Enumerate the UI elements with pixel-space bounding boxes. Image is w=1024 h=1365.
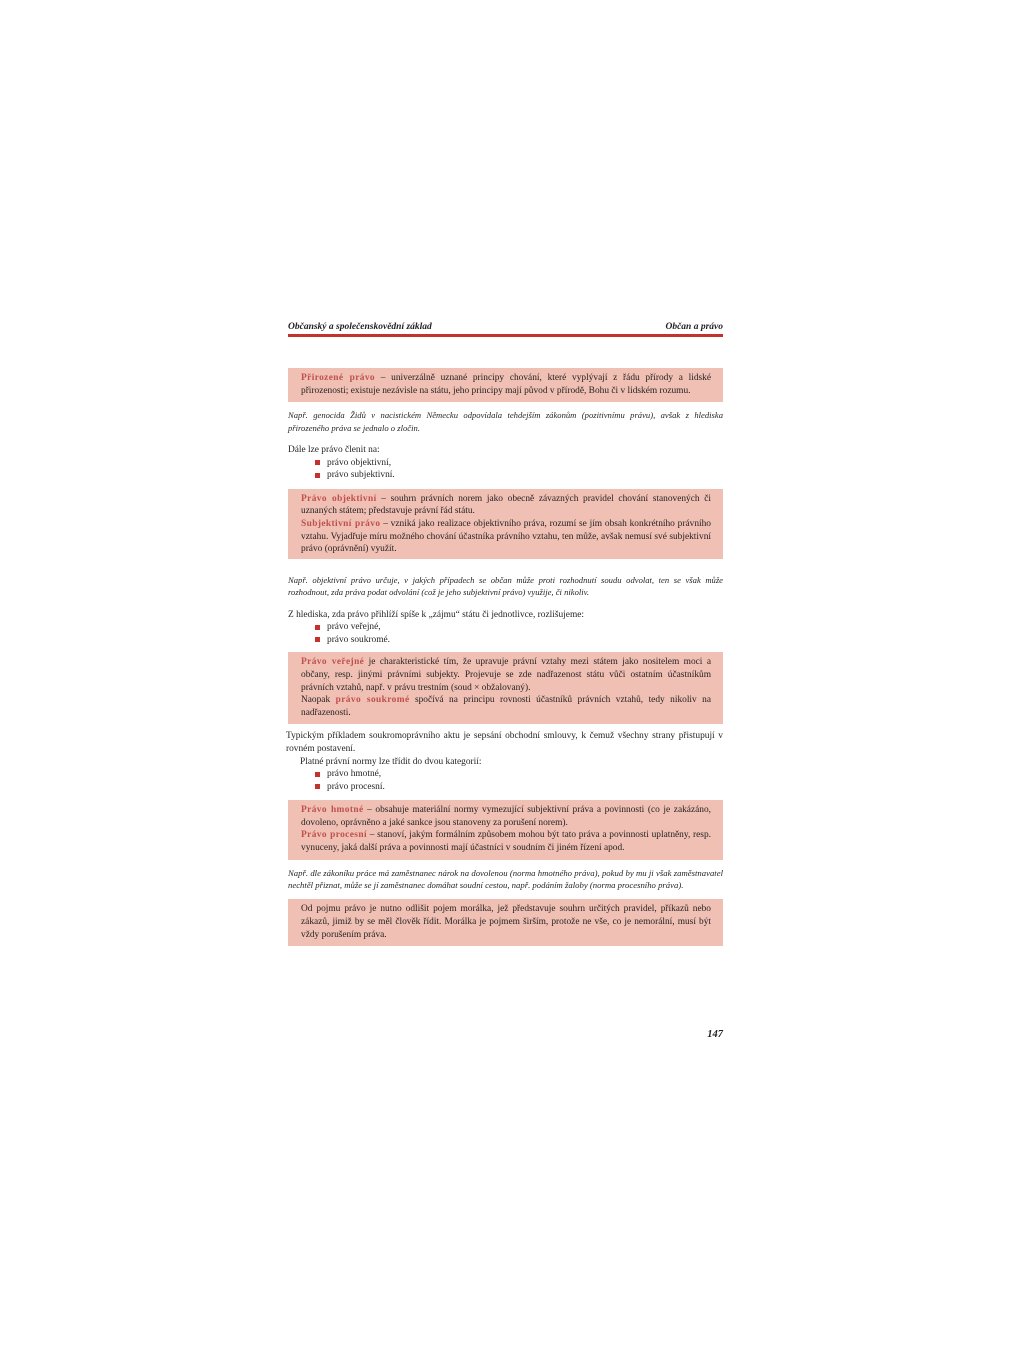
definition-line: Právo objektivní – souhrn právních norem jako obecně závazných pravidel chování stanovených či uznaných státem; představuje právní řád státu.	[301, 493, 712, 517]
list-item: právo veřejné,	[315, 621, 723, 634]
header-rule	[288, 334, 723, 337]
definition-box-objective-subjective	[288, 489, 723, 559]
list-item: právo objektivní,	[315, 457, 723, 470]
page-content	[288, 368, 723, 946]
bullet-list	[288, 768, 723, 793]
bullet-list	[288, 457, 723, 482]
list-item: právo subjektivní.	[315, 469, 723, 482]
bullet-square-icon	[315, 772, 320, 777]
list-item: právo soukromé.	[315, 634, 723, 647]
definition-line: Právo procesní – stanoví, jakým formálním způsobem mohou být tato práva a povinnosti uplatněny, resp. vynuceny, jaká další práva a povinnosti mají účastníci v soudním či jiném řízení apod.	[301, 830, 711, 854]
term: Přirozené právo	[301, 373, 376, 383]
list-item: právo procesní.	[315, 781, 723, 794]
example-paragraph: Např. dle zákoníku práce má zaměstnanec nárok na dovolenou (norma hmotného práva), pokud by mu ji však zaměstnavatel nechtěl přiznat, může se jí zaměstnanec domáhat soudní cestou, např. podáním žaloby (norma procesního práva).	[288, 867, 723, 891]
bullet-square-icon	[315, 625, 320, 630]
running-header	[288, 320, 723, 334]
note-box-morality: Od pojmu právo je nutno odlišit pojem morálka, jež představuje souhrn určitých pravidel, příkazů nebo zákazů, jimiž by se měl člověk řídit. Morálka je pojmem širším, protože ne vše, co je nemorální, musí být vždy porušením práva.	[288, 899, 723, 946]
definition-box-public-private	[288, 652, 723, 724]
term: Subjektivní právo	[301, 518, 381, 529]
paragraph: Z hlediska, zda právo přihlíží spíše k „zájmu“ státu či jednotlivce, rozlišujeme:	[288, 609, 584, 620]
example-paragraph: Např. genocida Židů v nacistickém Německu odpovídala tehdejším zákonům (pozitivnímu právu), avšak z hlediska přirozeného práva se jednalo o zločin.	[288, 410, 723, 433]
definition-line: Naopak právo soukromé spočívá na principu rovnosti účastníků právních vztahů, tedy nikoliv na nadřazenosti.	[301, 695, 712, 718]
definition-box-substantive-procedural	[288, 800, 723, 859]
term: Právo veřejné	[301, 657, 365, 668]
bullet-square-icon	[315, 637, 320, 642]
paragraph: Typickým příkladem soukromoprávního aktu je sepsání obchodní smlouvy, k čemuž všechny strany přistupují v rovném postavení.	[286, 731, 723, 754]
bullet-square-icon	[315, 784, 320, 789]
term: Právo procesní	[301, 830, 367, 841]
term: právo soukromé	[335, 695, 410, 706]
bullet-list	[288, 621, 723, 646]
definition-line: Právo hmotné – obsahuje materiální normy vymezující subjektivní práva a povinnosti (co je zakázáno, dovoleno, oprávněno a jaké sankce jsou stanoveny za porušení norem).	[301, 805, 711, 828]
definition-line: Subjektivní právo – vzniká jako realizace objektivního práva, rozumí se jím obsah konkrétního právního vztahu. Vyjadřuje míru možného chování účastníka právního vztahu, ten může, avšak nemusí své subjektivní právo (oprávnění) využít.	[301, 518, 711, 555]
bullet-square-icon	[315, 460, 320, 465]
definition-line: Právo veřejné je charakteristické tím, že upravuje právní vztahy mezi státem jako nositelem moci a občany, resp. jinými právními subjekty. Projevuje se zde nadřazenost státu vůči ostatním účastníkům právních vztahů, např. v právu trestním (soud × obžalovaný).	[301, 657, 711, 693]
definition-text: – univerzálně uznané principy chování, které vyplývají z řádu přírody a lidské přirozenosti; existuje nezávisle na státu, jeho principy mají původ v přírodě, Bohu či v lidském rozumu.	[301, 373, 711, 396]
definition-box-natural-law	[288, 368, 723, 402]
bullet-square-icon	[315, 473, 320, 478]
paragraph: Platné právní normy lze třídit do dvou kategorií:	[300, 756, 482, 767]
term: Právo objektivní	[301, 493, 377, 504]
page-number: 147	[707, 1029, 723, 1040]
list-item: právo hmotné,	[315, 768, 723, 781]
header-chapter-title: Občan a právo	[665, 322, 723, 332]
term: Právo hmotné	[301, 805, 364, 816]
paragraph: Dále lze právo členit na:	[288, 445, 380, 455]
page-header	[288, 320, 723, 334]
example-paragraph: Např. objektivní právo určuje, v jakých případech se občan může proti rozhodnutí soudu odvolat, ten se však může rozhodnout, zda práva podat odvolání (což je jeho subjektivní právo) využije, či nikoliv.	[288, 574, 723, 598]
header-book-title: Občanský a společenskovědní základ	[288, 322, 432, 332]
